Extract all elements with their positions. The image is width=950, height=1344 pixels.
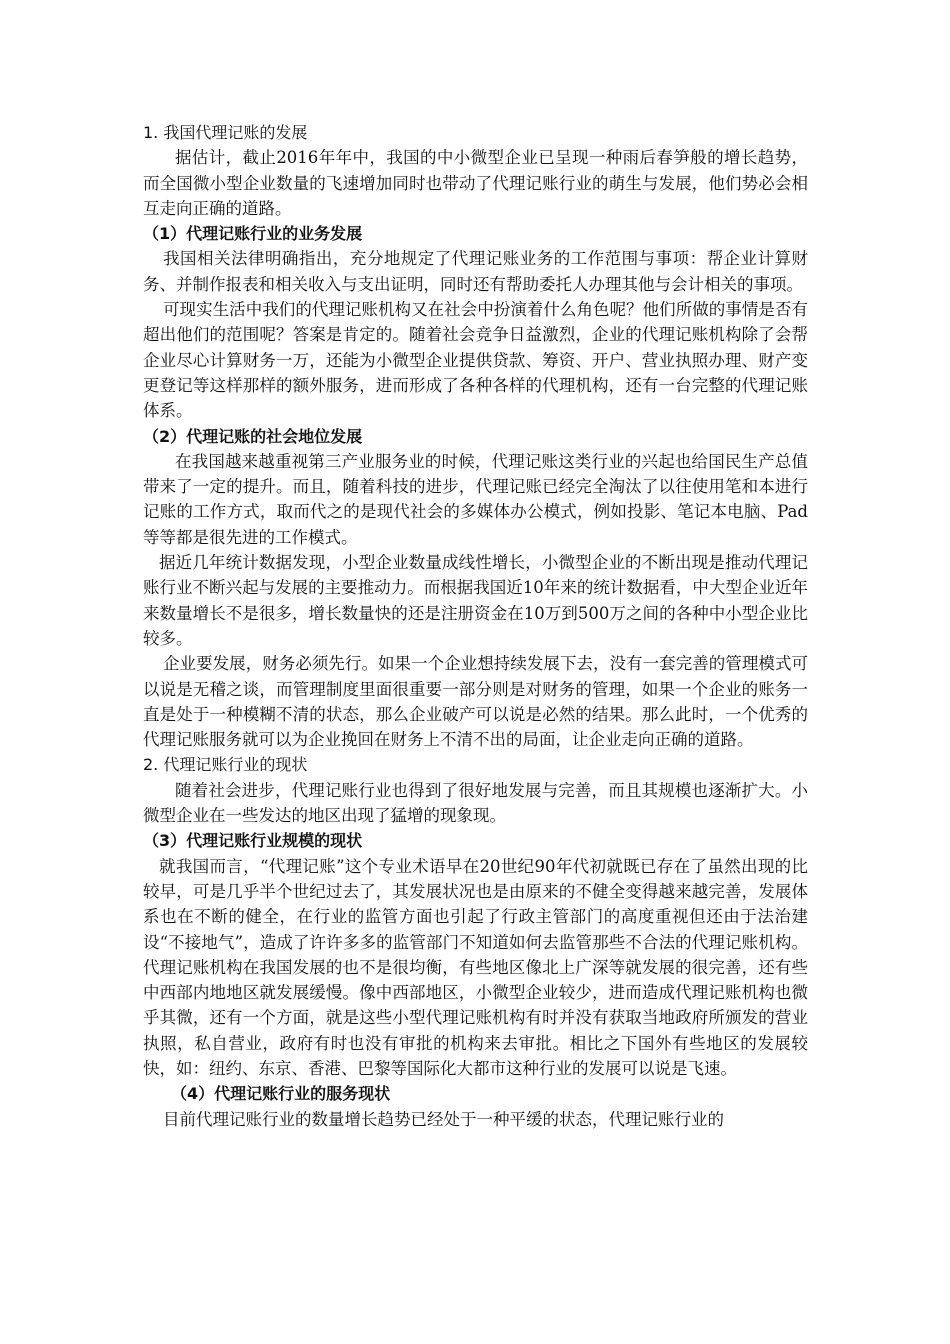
subsection-heading-1: （1）代理记账行业的业务发展 — [143, 224, 363, 244]
document-body — [143, 120, 808, 1132]
section-heading-1: 1. 我国代理记账的发展 — [143, 123, 308, 142]
paragraph: 目前代理记账行业的数量增长趋势已经处于一种平缓的状态，代理记账行业的 — [163, 1109, 724, 1129]
section-heading-2: 2. 代理记账行业的现状 — [143, 755, 308, 775]
subsection-heading-3: （3）代理记账行业规模的现状 — [143, 831, 363, 851]
subsection-heading-2: （2）代理记账的社会地位发展 — [143, 426, 363, 446]
paragraph: 据估计，截止2016年年中，我国的中小微型企业已呈现一种雨后春笋般的增长趋势，而全国微小型企业数量的飞速增加同时也带动了代理记账行业的萌生与发展，他们势必会相互走向正确的道路。 — [143, 148, 808, 218]
paragraph: 我国相关法律明确指出，充分地规定了代理记账业务的工作范围与事项：帮企业计算财务、并制作报表和相关收入与支出证明，同时还有帮助委托人办理其他与会计相关的事项。 — [143, 249, 808, 294]
paragraph: 企业要发展，财务必须先行。如果一个企业想持续发展下去，没有一套完善的管理模式可以说是无稽之谈，而管理制度里面很重要一部分则是对财务的管理，如果一个企业的账务一直是处于一种模糊不清的状态，那么企业破产可以说是必然的结果。那么此时，一个优秀的代理记账服务就可以为企业挽回在财务上不清不出的局面，让企业走向正确的道路。 — [143, 654, 808, 750]
paragraph: 就我国而言，“代理记账”这个专业术语早在20世纪90年代初就既已存在了虽然出现的比较早，可是几乎半个世纪过去了，其发展状况也是由原来的不健全变得越来越完善，发展体系也在不断的健全，在行业的监管方面也引起了行政主管部门的高度重视但还由于法治建设“不接地气”，造成了许许多多的监管部门不知道如何去监管那些不合法的代理记账机构。代理记账机构在我国发展的也不是很均衡，有些地区像北上广深等就发展的很完善，还有些中西部内地地区就发展缓慢。像中西部地区，小微型企业较少，进而造成代理记账机构也微乎其微，还有一个方面，就是这些小型代理记账机构有时并没有获取当地政府所颁发的营业执照，私自营业，政府有时也没有审批的机构来去审批。相比之下国外有些地区的发展较快，如：纽约、东京、香港、巴黎等国际化大都市这种行业的发展可以说是飞速。 — [143, 856, 808, 1078]
paragraph: 可现实生活中我们的代理记账机构又在社会中扮演着什么角色呢？他们所做的事情是否有超出他们的范围呢？答案是肯定的。随着社会竞争日益激烈，企业的代理记账机构除了会帮企业尽心计算财务一万，还能为小微型企业提供贷款、筹资、开户、营业执照办理、财产变更登记等这样那样的额外服务，进而形成了各种各样的代理机构，还有一台完整的代理记账体系。 — [143, 300, 808, 421]
paragraph: 据近几年统计数据发现，小型企业数量成线性增长，小微型企业的不断出现是推动代理记账行业不断兴起与发展的主要推动力。而根据我国近10年来的统计数据看，中大型企业近年来数量增长不是很多，增长数量快的还是注册资金在10万到500万之间的各种中小型企业比较多。 — [143, 553, 808, 648]
paragraph: 在我国越来越重视第三产业服务业的时候，代理记账这类行业的兴起也给国民生产总值带来了一定的提升。而且，随着科技的进步，代理记账已经完全淘汰了以往使用笔和本进行记账的工作方式，取而代之的是现代社会的多媒体办公模式，例如投影、笔记本电脑、Pad等等都是很先进的工作模式。 — [143, 451, 808, 547]
subsection-heading-4: （4）代理记账行业的服务现状 — [171, 1084, 391, 1104]
paragraph: 随着社会进步，代理记账行业也得到了很好地发展与完善，而且其规模也逐渐扩大。小微型企业在一些发达的地区出现了猛增的现象现。 — [143, 780, 808, 826]
